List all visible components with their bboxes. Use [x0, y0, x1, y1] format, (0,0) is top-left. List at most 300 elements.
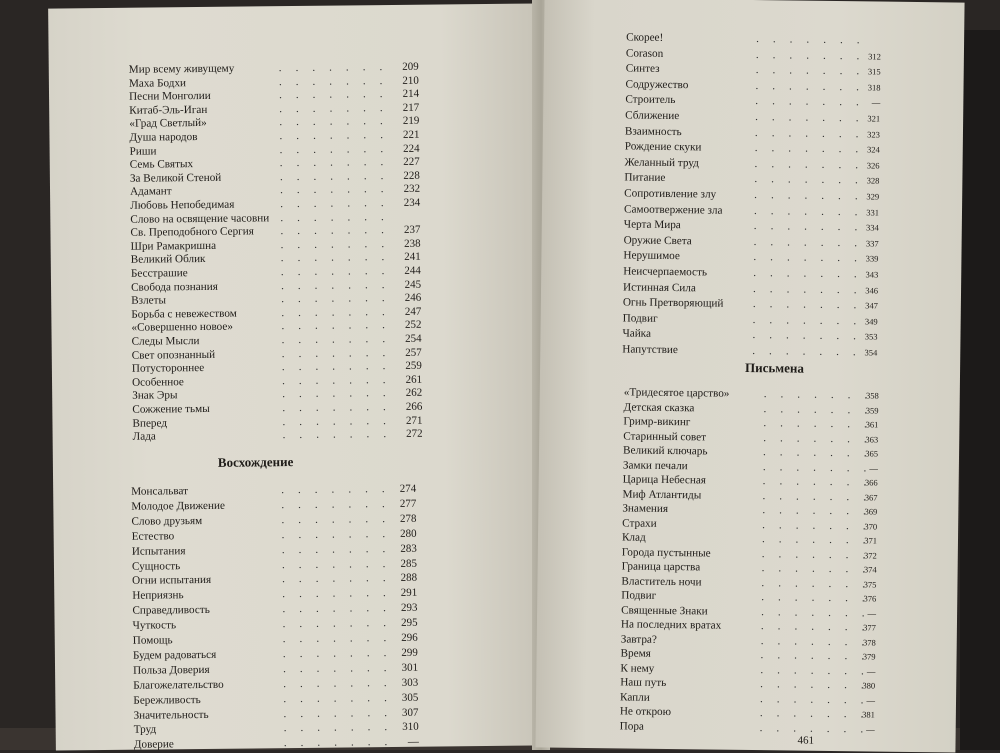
toc-entry [621, 618, 876, 634]
toc-entry-title: Слово друзьям [131, 514, 203, 528]
dot-leader: . . . . . . . [278, 61, 383, 75]
toc-entry [133, 706, 418, 722]
right-page [535, 0, 964, 753]
toc-entry-title: Китаб-Эль-Иган [129, 103, 208, 117]
toc-entry-title: Особенное [131, 375, 184, 389]
dot-leader: . . . . . . . [762, 475, 867, 489]
toc-entry-title: Св. Преподобного Сергия [130, 225, 254, 239]
dot-leader: . . . . . . . [280, 224, 385, 238]
toc-entry [132, 542, 417, 558]
dot-leader: . . . . . . . [761, 576, 866, 590]
dot-leader: . . . . . . . [760, 678, 864, 692]
toc-entry-title: Великий Облик [130, 253, 206, 267]
dot-leader: . . . . . . . [755, 79, 860, 94]
book-cover [960, 30, 1000, 750]
toc-entry-title: Города пустынные [621, 545, 711, 560]
dot-leader: . . . . . . . [283, 676, 387, 690]
toc-entry-title: Истинная Сила [622, 281, 696, 294]
dot-leader: . . . . . . . [755, 95, 859, 109]
toc-entry-page: 367 [864, 491, 878, 503]
dot-leader: . . . . . . . [281, 483, 385, 497]
dot-leader: . . . . . . . [762, 460, 867, 474]
toc-entry-title: Синтез [625, 62, 660, 76]
dot-leader: . . . . . . . [759, 721, 864, 735]
toc-entry-page: 326 [866, 160, 880, 171]
toc-entry-title: Царица Небесная [622, 473, 707, 487]
toc-entry-title: За Великой Стеной [129, 171, 222, 185]
toc-entry-page: 227 [403, 155, 420, 169]
dot-leader: . . . . . . . [753, 251, 857, 265]
toc-entry-page: 277 [399, 497, 417, 510]
toc-entry [625, 125, 880, 141]
toc-entry [620, 691, 875, 707]
toc-entry-page: — [866, 723, 875, 735]
toc-entry-page: 293 [400, 601, 418, 615]
dot-leader: . . . . . . . [754, 142, 859, 156]
toc-entry-title: Черта Мира [623, 218, 681, 232]
toc-entry-page: 246 [404, 291, 422, 305]
toc-entry-page: 234 [403, 196, 421, 209]
toc-entry-title: Подвиг [621, 589, 657, 602]
dot-leader: . . . . . . . [279, 129, 384, 143]
toc-entry-page: 329 [866, 191, 880, 202]
toc-entry-title: Адамант [129, 185, 172, 199]
toc-entry-page: 376 [863, 593, 877, 604]
toc-entry [626, 63, 881, 79]
toc-entry-page: 328 [866, 175, 880, 186]
toc-entry [621, 633, 876, 649]
toc-entry-page: 337 [865, 238, 879, 249]
dot-leader: . . . . . . . [281, 305, 385, 319]
toc-entry-title: Вперед [132, 416, 168, 430]
toc-entry-page: 303 [401, 676, 419, 689]
dot-leader: . . . . . . . [282, 428, 387, 442]
dot-leader: . . . . . . . [753, 220, 858, 234]
toc-entry-page: 324 [866, 144, 880, 155]
toc-entry-title: Лада [132, 430, 156, 443]
dot-leader: . . . . . . . [280, 197, 384, 211]
toc-entry [620, 720, 875, 736]
dot-leader: . . . . . . . [760, 620, 865, 634]
toc-entry-page: 343 [865, 269, 879, 280]
toc-entry-page: 380 [862, 680, 876, 691]
dot-leader: . . . . . . . [763, 388, 868, 402]
dot-leader: . . . . . . . [279, 183, 384, 197]
dot-leader: . . . . . . . [279, 142, 384, 156]
toc-entry-page: 358 [865, 390, 879, 401]
toc-entry-title: «Тридесятое царство» [623, 386, 730, 400]
toc-entry-title: Содружество [625, 78, 689, 92]
toc-entry-page: 280 [400, 527, 417, 540]
toc-entry-page: 323 [867, 129, 881, 140]
toc-entry-title: Клад [621, 531, 646, 544]
toc-entry-title: Знак Эры [132, 389, 178, 403]
toc-entry-title: Священные Знаки [621, 603, 708, 618]
toc-entry [133, 662, 418, 678]
toc-entry [622, 560, 877, 576]
toc-entry-page: 278 [399, 512, 417, 525]
dot-leader: . . . . . . . [754, 189, 858, 203]
toc-entry-page: 271 [405, 414, 423, 427]
toc-entry [625, 109, 880, 125]
dot-leader: . . . . . . . [281, 512, 386, 526]
toc-entry [133, 617, 418, 633]
toc-entry-title: Огнь Претворяющий [622, 296, 724, 310]
toc-entry-page: — [869, 462, 878, 474]
toc-entry [131, 483, 416, 499]
toc-entry-title: Напутствие [622, 343, 678, 357]
dot-leader: . . . . . . . [763, 402, 868, 416]
toc-entry-title: Сожжение тьмы [132, 402, 210, 416]
toc-entry-page: 285 [400, 557, 418, 570]
dot-leader: . . . . . . . [280, 251, 385, 265]
left-page [48, 3, 546, 750]
dot-leader: . . . . . . . [283, 736, 388, 750]
toc-entry [623, 459, 878, 475]
toc-entry [623, 473, 878, 489]
dot-leader: . . . . . . . [280, 237, 385, 251]
toc-entry-page: 366 [864, 477, 878, 488]
toc-entry [624, 234, 879, 250]
dot-leader: . . . . . . . [283, 721, 388, 735]
toc-entry-page: 301 [401, 661, 419, 674]
toc-entry [623, 281, 878, 297]
toc-entry-page: 365 [865, 448, 879, 459]
dot-leader: . . . . . . . [279, 169, 384, 183]
toc-entry-page: 377 [863, 622, 876, 633]
toc-entry-page: 349 [864, 316, 878, 327]
toc-entry [625, 156, 880, 172]
dot-leader: . . . . . . . [753, 204, 858, 218]
toc-entry [621, 647, 876, 663]
toc-entry-title: Детская сказка [623, 400, 695, 414]
toc-entry [621, 575, 876, 591]
toc-entry-page: 296 [401, 631, 418, 644]
toc-entry-page: 283 [400, 542, 417, 555]
toc-entry-title: Знамения [622, 502, 669, 516]
toc-entry [134, 721, 419, 737]
toc-entry-page: 261 [405, 373, 423, 386]
toc-entry [620, 676, 875, 692]
toc-entry-title: Миф Атлантиды [622, 487, 702, 501]
toc-entry-page: — [866, 665, 876, 677]
toc-entry-page: 219 [402, 115, 420, 128]
toc-entry-page: 257 [405, 346, 422, 359]
toc-entry-title: Оружие Света [623, 234, 692, 248]
dot-leader: . . . . . . . [279, 115, 383, 129]
toc-entry [132, 527, 417, 543]
toc-entry [622, 343, 877, 359]
dot-leader: . . . . . . . [752, 345, 856, 359]
toc-entry-title: Наш путь [620, 676, 667, 689]
toc-entry-title: Душа народов [129, 131, 198, 144]
dot-leader: . . . . . . . [760, 663, 864, 677]
dot-leader: . . . . . . . [282, 387, 386, 401]
toc-entry-title: Сближение [625, 109, 680, 123]
dot-leader: . . . . . . . [280, 278, 385, 292]
toc-entry [131, 498, 416, 514]
dot-leader: . . . . . . . [281, 373, 386, 387]
dot-leader: . . . . . . . [279, 156, 384, 170]
toc-entry-title: Следы Мысли [131, 335, 200, 348]
toc-entry [132, 557, 417, 573]
toc-entry-title: Старинный совет [623, 429, 707, 443]
toc-entry-title: Желанный труд [624, 156, 699, 170]
toc-entry-title: Взаимность [624, 125, 682, 138]
toc-entry-title: Монсальват [131, 485, 189, 498]
dot-leader: . . . . . . . [754, 126, 859, 140]
toc-entry-page: 241 [404, 251, 421, 264]
toc-entry [133, 676, 418, 692]
toc-entry-title: Доверие [133, 738, 174, 752]
toc-entry-title: Будем радоваться [132, 648, 217, 662]
toc-entry-title: Потустороннее [131, 362, 205, 375]
toc-entry-title: Борьба с невежеством [131, 307, 237, 321]
dot-leader: . . . . . . . [763, 417, 867, 431]
toc-entry [623, 444, 878, 460]
dot-leader: . . . . . . . [753, 267, 857, 281]
toc-entry-title: Неприязнь [132, 589, 184, 603]
toc-entry-page: 375 [863, 578, 877, 590]
toc-entry-page: 361 [865, 419, 879, 430]
toc-entry-title: Чайка [622, 327, 652, 341]
dot-leader: . . . . . . . [282, 401, 386, 415]
toc-entry-page: 237 [403, 223, 421, 237]
toc-entry-title: Испытания [131, 544, 186, 558]
toc-entry [132, 572, 417, 588]
toc-entry-page: 372 [863, 549, 877, 561]
toc-entry-page: 334 [865, 222, 879, 233]
dot-leader: . . . . . . . [759, 692, 864, 706]
toc-entry [623, 430, 878, 446]
toc-entry [624, 187, 879, 203]
toc-entry-page: 272 [406, 427, 423, 441]
toc-entry [133, 647, 418, 663]
toc-entry [625, 94, 880, 110]
toc-entry-page: — [866, 694, 876, 706]
dot-leader: . . . . . . . [283, 706, 388, 720]
toc-entry-page: 312 [868, 51, 881, 62]
toc-entry-page: 252 [404, 319, 422, 332]
toc-entry-title: Граница царства [621, 560, 701, 574]
toc-entry-page: 228 [403, 169, 420, 182]
toc-entry-title: Маха Бодхи [128, 76, 187, 90]
toc-entry [622, 546, 877, 562]
dot-leader: . . . . . . . [281, 319, 386, 333]
toc-entry [622, 502, 877, 518]
dot-leader: . . . . . . . [281, 527, 386, 541]
dot-leader: . . . . . . . [761, 605, 865, 619]
dot-leader: . . . . . . . [282, 572, 386, 586]
toc-entry-title: Неисчерпаемость [623, 265, 708, 279]
toc-entry-page: 305 [401, 691, 419, 704]
toc-entry-page: 244 [404, 264, 421, 277]
dot-leader: . . . . . . . [752, 298, 857, 312]
dot-leader: . . . . . . . [282, 414, 387, 428]
toc-entry-title: Время [620, 647, 651, 660]
dot-leader: . . . . . . . [280, 265, 385, 279]
toc-entry [133, 691, 418, 707]
toc-entry-title: Помощь [132, 634, 173, 647]
dot-leader: . . . . . . . [280, 210, 384, 224]
toc-entry-title: Сопротивление злу [624, 187, 717, 201]
toc-entry-title: Огни испытания [132, 574, 212, 588]
dot-leader: . . . . . . . [752, 329, 857, 343]
dot-leader: . . . . . . . [279, 101, 383, 115]
toc-entry-title: Рождение скуки [624, 140, 702, 154]
toc-entry-page: 209 [402, 60, 419, 73]
toc-entry-page: 370 [864, 520, 878, 532]
dot-leader: . . . . . . . [761, 591, 865, 605]
toc-entry-page: 299 [401, 646, 418, 659]
toc-entry-title: «Град Светлый» [129, 117, 207, 131]
toc-entry-title: Слово на освящение часовни [130, 211, 270, 226]
dot-leader: . . . . . . . [760, 634, 865, 648]
toc-entry [624, 219, 879, 235]
toc-entry [620, 662, 875, 678]
dot-leader: . . . . . . . [278, 74, 383, 88]
toc-entry-page: 307 [401, 706, 419, 719]
toc-entry [620, 705, 875, 721]
dot-leader: . . . . . . . [754, 157, 859, 172]
toc-entry-page: 374 [863, 564, 877, 575]
toc-entry-page: — [867, 607, 877, 619]
toc-entry-title: Гримр-викинг [623, 415, 691, 429]
dot-leader: . . . . . . . [278, 88, 383, 102]
toc-entry-title: Свобода познания [130, 280, 218, 294]
toc-entry-page: 369 [864, 506, 878, 517]
toc-entry-page: 274 [399, 482, 417, 495]
toc-entry-title: Молодое Движение [131, 499, 225, 513]
toc-entry-title: Сущность [131, 559, 181, 573]
toc-entry-page: 363 [865, 433, 879, 445]
toc-entry-title: Питание [624, 171, 666, 185]
toc-entry-page: 221 [402, 128, 420, 141]
toc-entry [133, 428, 423, 444]
toc-entry-page: 331 [866, 207, 880, 218]
toc-entry-page: 232 [403, 183, 421, 196]
toc-entry [622, 328, 877, 344]
toc-entry-page: 266 [405, 400, 423, 413]
toc-entry-title: Великий ключарь [622, 444, 708, 458]
toc-entry-title: Строитель [625, 93, 676, 107]
toc-entry-title: Любовь Непобедимая [130, 198, 235, 212]
dot-leader: . . . . . . . [282, 587, 386, 601]
toc-entry-page: 210 [402, 74, 419, 87]
toc-entry-page: 295 [401, 616, 418, 630]
toc-entry-page: 291 [400, 587, 418, 600]
dot-leader: . . . . . . . [283, 691, 387, 705]
page-folio: 461 [797, 734, 815, 747]
toc-entry [621, 604, 876, 620]
toc-entry-title: Семь Святых [129, 158, 194, 171]
toc-entry-title: Естество [131, 529, 175, 543]
toc-entry-title: Свет опознанный [131, 348, 216, 362]
dot-leader: . . . . . . . [281, 292, 385, 306]
dot-leader: . . . . . . . [282, 646, 387, 661]
toc-entry-title: Справедливость [132, 604, 210, 617]
dot-leader: . . . . . . . [756, 33, 860, 47]
dot-leader: . . . . . . . [762, 518, 866, 532]
toc-entry-page: 247 [404, 305, 422, 318]
toc-entry [132, 587, 417, 603]
toc-entry [133, 632, 418, 648]
dot-leader: . . . . . . . [281, 346, 386, 360]
toc-entry-page: 245 [404, 278, 422, 291]
toc-entry-title: Песни Монголии [128, 90, 211, 103]
dot-leader: . . . . . . . [281, 557, 386, 571]
dot-leader: . . . . . . . [281, 542, 386, 556]
toc-entry-title: Труд [133, 723, 157, 737]
toc-entry-title: Капли [619, 690, 650, 704]
dot-leader: . . . . . . . [761, 562, 866, 576]
dot-leader: . . . . . . . [755, 48, 860, 62]
toc-entry-page: 259 [405, 359, 422, 373]
toc-entry-page: 224 [403, 142, 420, 155]
toc-entry-title: Самоотвержение зла [623, 203, 723, 217]
toc-entry [624, 401, 879, 417]
toc-list-right-top [545, 0, 965, 359]
toc-entry-title: Чуткость [132, 619, 177, 632]
dot-leader: . . . . . . . [281, 360, 386, 374]
toc-entry-page: 262 [405, 387, 423, 400]
dot-leader: . . . . . . . [762, 446, 867, 460]
toc-entry-title: Завтра? [620, 632, 657, 646]
toc-entry-title: Страхи [622, 516, 657, 530]
toc-list-left-top [48, 3, 538, 443]
toc-entry [626, 47, 881, 63]
toc-entry-page: 359 [865, 404, 879, 416]
dot-leader: . . . . . . . [281, 497, 385, 512]
toc-entry [132, 602, 417, 618]
toc-entry-title: Нерушимое [623, 249, 680, 263]
toc-entry-page: 347 [865, 300, 878, 311]
dot-leader: . . . . . . . [282, 661, 387, 675]
dot-leader: . . . . . . . [761, 533, 866, 547]
toc-entry-title: Мир всему живущему [128, 62, 235, 76]
dot-leader: . . . . . . . [752, 282, 857, 296]
toc-entry-page: — [871, 97, 881, 108]
section-heading-left: Восхождение [217, 454, 294, 470]
toc-entry-page: 378 [862, 636, 876, 648]
dot-leader: . . . . . . . [282, 632, 387, 646]
toc-entry [625, 78, 880, 94]
toc-entry-title: Corason [625, 47, 664, 60]
toc-entry-page: 288 [400, 572, 418, 585]
toc-entry-title: Польза Доверия [133, 663, 210, 677]
dot-leader: . . . . . . . [282, 602, 386, 616]
toc-entry [131, 513, 416, 529]
dot-leader: . . . . . . . [760, 649, 865, 663]
toc-entry-title: «Совершенно новое» [131, 321, 233, 335]
toc-entry [622, 517, 877, 533]
toc-entry-title: Благожелательство [133, 678, 224, 692]
toc-entry-page: 310 [402, 721, 419, 734]
toc-entry-page: 379 [862, 651, 876, 662]
toc-entry [624, 386, 879, 402]
toc-entry-page: 353 [864, 331, 878, 342]
toc-entry [623, 297, 878, 313]
toc-entry-title: Бережливость [133, 693, 201, 707]
toc-entry-page: 214 [402, 87, 420, 101]
toc-entry-title: Бесстрашие [130, 267, 188, 280]
toc-entry [623, 265, 878, 281]
dot-leader: . . . . . . . [759, 707, 864, 721]
dot-leader: . . . . . . . [282, 617, 387, 631]
toc-entry-title: Замки печали [622, 458, 688, 472]
toc-entry [626, 31, 881, 47]
toc-entry-title: Не открою [619, 705, 672, 719]
